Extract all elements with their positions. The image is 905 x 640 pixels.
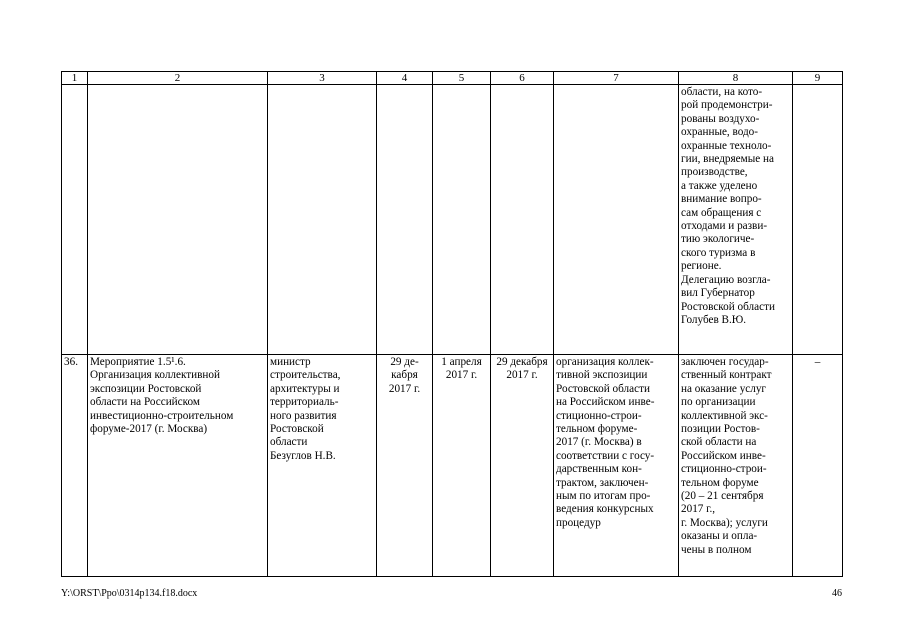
cell-line: 29 декабря <box>496 356 548 368</box>
cell-line: трактом, заключен- <box>556 476 649 489</box>
header-cell: 7 <box>554 72 679 85</box>
cell-line: Ростовской <box>270 423 324 436</box>
header-row <box>62 72 843 85</box>
cell-line: ственный контракт <box>681 369 772 382</box>
cell-line: инвестиционно-строительном <box>90 409 234 422</box>
header-cell: 2 <box>88 72 268 85</box>
notes-cell <box>793 85 843 355</box>
cell-line: тельном форуме <box>681 476 759 489</box>
cell-line: 2017 г. <box>506 369 538 382</box>
event-cell <box>88 355 268 577</box>
actual-result-cell <box>679 355 793 577</box>
cell-line: ской области на <box>681 436 757 449</box>
cell-line: а также уделено <box>681 179 758 192</box>
cell-line: экспозиции Ростовской <box>90 382 202 395</box>
cell-line: заключен государ- <box>681 356 769 368</box>
cell-line: форуме-2017 (г. Москва) <box>90 423 208 436</box>
page-number: 46 <box>832 588 842 599</box>
header-cell: 1 <box>62 72 88 85</box>
cell-line: 2017 г., <box>681 503 716 516</box>
row-number-cell: 36. <box>62 355 88 577</box>
cell-line: ского туризма в <box>681 246 756 259</box>
plan-table <box>61 71 843 577</box>
event-cell <box>88 85 268 355</box>
cell-line: территориаль- <box>270 396 339 409</box>
cell-line: 2017 г. <box>388 382 421 395</box>
table-row <box>62 85 843 355</box>
cell-line: процедур <box>556 516 601 529</box>
cell-line: области <box>270 436 308 449</box>
cell-line: организация коллек- <box>556 356 654 368</box>
header-cell: 3 <box>268 72 377 85</box>
cell-line: дарственным кон- <box>556 463 642 476</box>
cell-line: области, на кото- <box>681 86 763 98</box>
end-date-cell <box>491 85 554 355</box>
cell-line: 2017 (г. Москва) в <box>556 436 642 449</box>
responsible-cell <box>268 85 377 355</box>
cell-line: коллективной экс- <box>681 409 768 422</box>
cell-line: Голубев В.Ю. <box>681 313 747 326</box>
cell-line: рованы воздухо- <box>681 112 760 125</box>
cell-line: стиционно-строи- <box>681 463 767 476</box>
cell-line: производстве, <box>681 166 748 179</box>
start-date-cell <box>433 355 491 577</box>
plan-date-cell <box>377 85 433 355</box>
cell-line: г. Москва); услуги <box>681 516 768 529</box>
cell-line: кабря <box>391 369 418 382</box>
header-cell: 9 <box>793 72 843 85</box>
header-cell: 8 <box>679 72 793 85</box>
row-number-cell <box>62 85 88 355</box>
header-cell: 5 <box>433 72 491 85</box>
cell-line: отходами и разви- <box>681 220 768 233</box>
cell-line: области на Российском <box>90 396 200 409</box>
cell-line: охранные, водо- <box>681 126 759 139</box>
cell-line: чены в полном <box>681 543 752 556</box>
cell-line: (20 – 21 сентября <box>681 490 764 503</box>
cell-line: строительства, <box>270 369 341 382</box>
cell-line: гии, внедряемые на <box>681 153 774 166</box>
cell-line: стиционно-строи- <box>556 409 642 422</box>
cell-line: Безуглов Н.В. <box>270 449 336 462</box>
cell-line: соответствии с госу- <box>556 449 655 462</box>
end-date-cell <box>491 355 554 577</box>
cell-line: Ростовской области <box>681 300 775 313</box>
cell-line: внимание вопро- <box>681 193 762 206</box>
cell-line: на оказание услуг <box>681 382 767 395</box>
cell-line: 2017 г. <box>445 369 478 382</box>
notes-cell: – <box>793 355 843 577</box>
cell-line: ного развития <box>270 409 337 422</box>
cell-line: сам обращения с <box>681 206 762 219</box>
cell-line: Мероприятие 1.5¹.6. <box>90 356 186 368</box>
cell-line: 1 апреля <box>441 356 482 368</box>
cell-line: тивной экспозиции <box>556 369 648 382</box>
cell-line: вил Губернатор <box>681 287 755 300</box>
cell-line: архитектуры и <box>270 382 340 395</box>
cell-line: тельном форуме- <box>556 423 638 436</box>
cell-line: регионе. <box>681 260 722 273</box>
plan-date-cell <box>377 355 433 577</box>
cell-line: охранные техноло- <box>681 139 772 152</box>
expected-result-cell <box>554 85 679 355</box>
expected-result-cell <box>554 355 679 577</box>
cell-line: Ростовской области <box>556 382 650 395</box>
header-cell: 4 <box>377 72 433 85</box>
cell-line: по организации <box>681 396 756 409</box>
cell-line: рой продемонстри- <box>681 99 773 112</box>
responsible-cell <box>268 355 377 577</box>
cell-line: министр <box>270 356 311 368</box>
cell-line: Делегацию возгла- <box>681 273 771 286</box>
start-date-cell <box>433 85 491 355</box>
header-cell: 6 <box>491 72 554 85</box>
cell-line: тию экологиче- <box>681 233 755 246</box>
actual-result-cell <box>679 85 793 355</box>
cell-line: Российском инве- <box>681 449 766 462</box>
cell-line: ным по итогам про- <box>556 490 651 503</box>
file-path: Y:\ORST\Ppo\0314p134.f18.docx <box>61 588 198 599</box>
cell-line: 29 де- <box>390 356 419 368</box>
cell-line: оказаны и опла- <box>681 530 758 543</box>
cell-line: на Российском инве- <box>556 396 655 409</box>
cell-line: ведения конкурсных <box>556 503 654 516</box>
cell-line: позиции Ростов- <box>681 423 760 436</box>
table-row <box>62 355 843 577</box>
cell-line: Организация коллективной <box>90 369 220 382</box>
